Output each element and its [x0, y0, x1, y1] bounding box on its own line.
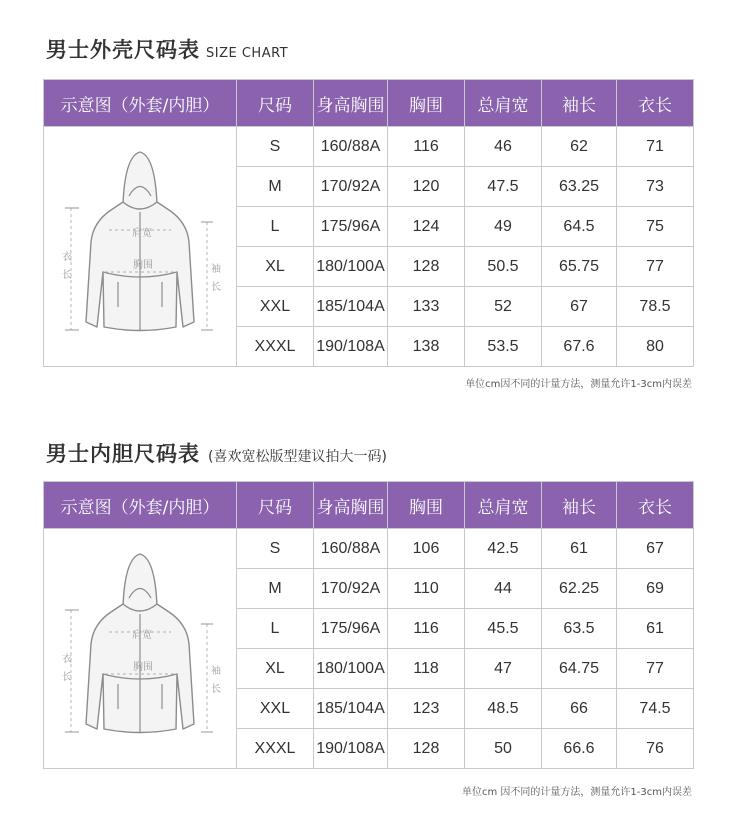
cell-chest: 110 [388, 569, 465, 609]
cell-height-chest: 190/108A [314, 729, 388, 769]
diagram-label-length-1: 衣 [62, 653, 72, 665]
cell-chest: 106 [388, 529, 465, 569]
cell-shoulder: 50 [465, 729, 542, 769]
diagram-label-length-2: 长 [62, 269, 72, 281]
cell-shoulder: 44 [465, 569, 542, 609]
cell-shoulder: 47 [465, 649, 542, 689]
cell-sleeve: 64.5 [542, 207, 617, 247]
diagram-label-length-2: 长 [62, 671, 72, 683]
jacket-diagram-cell [44, 529, 237, 769]
header-length: 衣长 [617, 482, 694, 529]
cell-length: 77 [617, 247, 694, 287]
header-height-chest: 身高胸围 [314, 482, 388, 529]
header-diagram: 示意图（外套/内胆） [44, 80, 237, 127]
cell-size: L [237, 609, 314, 649]
cell-size: XL [237, 247, 314, 287]
cell-height-chest: 170/92A [314, 167, 388, 207]
cell-chest: 138 [388, 327, 465, 367]
cell-sleeve: 63.25 [542, 167, 617, 207]
cell-size: S [237, 529, 314, 569]
header-shoulder: 总肩宽 [465, 80, 542, 127]
cell-size: XXXL [237, 327, 314, 367]
outer-measurement-note: 单位cm因不同的计量方法，测量允许1-3cm内误差 [465, 379, 692, 390]
header-chest: 胸围 [388, 80, 465, 127]
diagram-label-sleeve-1: 袖 [211, 263, 221, 275]
diagram-label-sleeve-2: 长 [211, 281, 221, 293]
inner-title-row [46, 438, 387, 468]
header-length: 衣长 [617, 80, 694, 127]
header-sleeve: 袖长 [542, 80, 617, 127]
cell-shoulder: 46 [465, 127, 542, 167]
cell-shoulder: 42.5 [465, 529, 542, 569]
header-chest: 胸围 [388, 482, 465, 529]
hooded-jacket-diagram-icon [45, 132, 235, 362]
cell-sleeve: 67 [542, 287, 617, 327]
cell-height-chest: 190/108A [314, 327, 388, 367]
table-row [44, 127, 694, 167]
cell-size: M [237, 167, 314, 207]
outer-size-table [43, 79, 694, 367]
cell-shoulder: 48.5 [465, 689, 542, 729]
cell-chest: 116 [388, 127, 465, 167]
diagram-label-sleeve-2: 长 [211, 683, 221, 695]
cell-chest: 128 [388, 729, 465, 769]
inner-size-table [43, 481, 694, 769]
cell-sleeve: 61 [542, 529, 617, 569]
cell-length: 76 [617, 729, 694, 769]
inner-header-row [44, 482, 694, 529]
cell-chest: 133 [388, 287, 465, 327]
header-size: 尺码 [237, 80, 314, 127]
cell-size: L [237, 207, 314, 247]
cell-length: 69 [617, 569, 694, 609]
cell-chest: 116 [388, 609, 465, 649]
cell-sleeve: 63.5 [542, 609, 617, 649]
header-diagram: 示意图（外套/内胆） [44, 482, 237, 529]
cell-sleeve: 66.6 [542, 729, 617, 769]
cell-height-chest: 160/88A [314, 127, 388, 167]
table-row [44, 529, 694, 569]
header-sleeve: 袖长 [542, 482, 617, 529]
cell-height-chest: 180/100A [314, 649, 388, 689]
diagram-label-chest: 胸围 [133, 661, 153, 673]
cell-height-chest: 170/92A [314, 569, 388, 609]
cell-shoulder: 45.5 [465, 609, 542, 649]
cell-shoulder: 50.5 [465, 247, 542, 287]
inner-title-sub: (喜欢宽松版型建议拍大一码) [208, 449, 387, 465]
cell-sleeve: 62 [542, 127, 617, 167]
header-height-chest: 身高胸围 [314, 80, 388, 127]
cell-size: XXXL [237, 729, 314, 769]
jacket-diagram-cell [44, 127, 237, 367]
inner-measurement-note: 单位cm 因不同的计量方法，测量允许1-3cm内误差 [462, 787, 692, 798]
cell-size: M [237, 569, 314, 609]
cell-sleeve: 66 [542, 689, 617, 729]
diagram-label-shoulder: 肩宽 [132, 227, 152, 239]
cell-sleeve: 64.75 [542, 649, 617, 689]
diagram-label-length-1: 衣 [62, 251, 72, 263]
cell-size: XL [237, 649, 314, 689]
cell-length: 77 [617, 649, 694, 689]
cell-size: S [237, 127, 314, 167]
diagram-label-sleeve-1: 袖 [211, 665, 221, 677]
outer-title: 男士外壳尺码表 [46, 38, 200, 62]
outer-header-row [44, 80, 694, 127]
cell-length: 71 [617, 127, 694, 167]
cell-chest: 118 [388, 649, 465, 689]
header-shoulder: 总肩宽 [465, 482, 542, 529]
cell-height-chest: 175/96A [314, 207, 388, 247]
cell-height-chest: 175/96A [314, 609, 388, 649]
cell-shoulder: 47.5 [465, 167, 542, 207]
cell-height-chest: 185/104A [314, 287, 388, 327]
cell-sleeve: 65.75 [542, 247, 617, 287]
outer-title-sub: SIZE CHART [206, 46, 289, 61]
cell-shoulder: 49 [465, 207, 542, 247]
cell-size: XXL [237, 287, 314, 327]
header-size: 尺码 [237, 482, 314, 529]
cell-size: XXL [237, 689, 314, 729]
diagram-label-chest: 胸围 [133, 259, 153, 271]
cell-length: 75 [617, 207, 694, 247]
cell-height-chest: 180/100A [314, 247, 388, 287]
cell-chest: 128 [388, 247, 465, 287]
cell-length: 80 [617, 327, 694, 367]
cell-length: 67 [617, 529, 694, 569]
cell-shoulder: 52 [465, 287, 542, 327]
diagram-label-shoulder: 肩宽 [132, 629, 152, 641]
cell-length: 73 [617, 167, 694, 207]
cell-length: 78.5 [617, 287, 694, 327]
cell-height-chest: 160/88A [314, 529, 388, 569]
cell-chest: 120 [388, 167, 465, 207]
cell-length: 74.5 [617, 689, 694, 729]
cell-chest: 123 [388, 689, 465, 729]
cell-sleeve: 67.6 [542, 327, 617, 367]
cell-sleeve: 62.25 [542, 569, 617, 609]
outer-title-row [46, 34, 288, 64]
hooded-jacket-diagram-icon [45, 534, 235, 764]
cell-chest: 124 [388, 207, 465, 247]
cell-shoulder: 53.5 [465, 327, 542, 367]
inner-title: 男士内胆尺码表 [46, 442, 200, 466]
cell-length: 61 [617, 609, 694, 649]
cell-height-chest: 185/104A [314, 689, 388, 729]
